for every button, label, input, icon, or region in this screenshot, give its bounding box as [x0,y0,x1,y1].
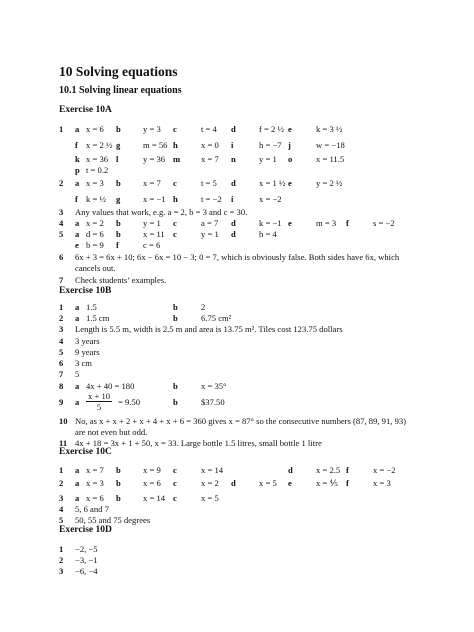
part-label: d [231,478,236,488]
part-label: f [346,218,349,228]
answer: m = 3 [316,218,337,228]
part-label: a [75,229,80,239]
question-number: 1 [59,544,64,554]
answer: x = 7 [143,178,161,188]
question-number: 6 [59,358,64,368]
part-label: f [346,478,349,488]
answer-text: 4x + 18 = 3x + 1 + 50, x = 33. Large bottle 1.5 litres, small bottle 1 litre [75,438,322,448]
answer: s = −2 [373,218,395,228]
answer-text: 3 years [75,336,100,346]
answer: k = −1 [259,218,282,228]
question-number: 7 [59,369,64,379]
part-label: d [231,124,236,134]
answer: x = −2 [373,465,396,475]
part-label: b [173,397,178,407]
answer: 1.5 [86,302,97,312]
part-label: d [231,178,236,188]
part-label: c [173,478,177,488]
question-number: 5 [59,515,64,525]
part-label: f [116,240,119,250]
question-number: 3 [59,207,64,217]
answer: x = 11 [143,229,165,239]
answer: a = 7 [201,218,219,228]
part-label: f [75,194,78,204]
question-number: 1 [59,124,64,134]
answer-text: 5 [75,369,80,379]
chapter-title: 10 Solving equations [59,64,178,79]
part-label: m [173,154,181,164]
part-label: b [116,218,121,228]
answer: x = 3 [86,478,104,488]
part-label: a [75,465,80,475]
part-label: i [231,194,234,204]
answer: w = −18 [316,140,345,150]
question-number: 2 [59,555,64,565]
question-number: 5 [59,347,64,357]
answer: x = 1 ½ [259,178,286,188]
question-number: 5 [59,229,64,239]
part-label: h [173,194,178,204]
answer: y = 1 [201,229,219,239]
answer: x = 11.5 [316,154,345,164]
part-label: g [116,194,121,204]
part-label: b [116,229,121,239]
answer-text: No, as x + x + 2 + x + 4 + x + 6 = 360 gives x = 87° so the consecutive numbers (87, 89, 91, 93) [75,416,407,426]
part-label: b [173,381,178,391]
part-label: b [173,313,178,323]
part-label: g [116,140,121,150]
answer: x = 2 ½ [86,140,113,150]
exercise-10d-heading: Exercise 10D [59,525,112,535]
question-number: 9 [59,397,64,407]
part-label: a [75,493,80,503]
part-label: o [288,154,293,164]
part-label: c [173,465,177,475]
answer: x = 7 [201,154,219,164]
answer: t = −2 [201,194,222,204]
answer: t = 5 [201,178,217,188]
question-number: 1 [59,302,64,312]
answer-text: −3, −1 [75,555,98,565]
answer: t = 0.2 [86,165,109,175]
question-number: 1 [59,465,64,475]
answer: m = 56 [143,140,168,150]
answer-text: Length is 5.5 m, width is 2.5 m and area is 13.75 m². Tiles cost 123.75 dollars [75,324,343,334]
fraction [86,391,112,412]
section-title: 10.1 Solving linear equations [59,85,182,96]
answer: h = 4 [259,229,277,239]
part-label: d [231,229,236,239]
part-label: f [75,140,78,150]
answer-text: 6x + 3 = 6x + 10; 6x − 6x = 10 − 3; 0 = 7, which is obviously false. Both sides have 6x, which [75,252,400,262]
part-label: n [231,154,236,164]
answer: x = 5 [201,493,219,503]
part-label: c [173,124,177,134]
part-label: j [288,140,291,150]
answer: 1.5 cm [86,313,110,323]
answer: x = −2 [259,194,282,204]
question-number: 3 [59,566,64,576]
question-number: 10 [59,416,68,426]
answer: x = 2 [201,478,219,488]
question-number: 7 [59,275,64,285]
answer: x = 6 [143,478,161,488]
part-label: a [75,313,80,323]
answer: x = 0 [201,140,219,150]
fraction-denominator: 5 [96,402,102,412]
answer: x = 2 [86,218,104,228]
answer: d = 6 [86,229,104,239]
part-label: b [116,493,121,503]
part-label: a [75,478,80,488]
question-number: 11 [59,438,68,448]
answer: x = −1 [143,194,166,204]
answer: = 9.50 [118,397,141,407]
answer: x = 9 [143,465,161,475]
part-label: c [173,218,177,228]
answer-text: −6, −4 [75,566,98,576]
answer: k = 3 ½ [316,124,343,134]
answer-text: −2, −5 [75,544,98,554]
answer-text: Check students’ examples. [75,275,167,285]
answer: x = 6 [86,124,104,134]
question-number: 2 [59,178,64,188]
part-label: d [288,465,293,475]
part-label: d [231,218,236,228]
part-label: a [75,302,80,312]
answer: y = 3 [143,124,161,134]
answer: x = 3 [373,478,391,488]
part-label: c [173,229,177,239]
answer: x = 7 [86,465,104,475]
part-label: e [288,178,292,188]
answer: k = ½ [86,194,106,204]
exercise-10a-heading: Exercise 10A [59,105,112,115]
answer-text-continued: cancels out. [75,263,116,273]
answer: y = 36 [143,154,166,164]
answer: x = 14 [201,465,224,475]
answer: 2 [201,302,206,312]
answer: b = 9 [86,240,104,250]
part-label: b [173,302,178,312]
answer-text: 3 cm [75,358,92,368]
question-number: 8 [59,381,64,391]
question-number: 4 [59,504,64,514]
part-label: c [173,178,177,188]
part-label: h [173,140,178,150]
part-label: b [116,465,121,475]
answer: x = 35° [201,381,227,391]
answer-text-continued: are not even but odd. [75,427,148,437]
answer: y = 1 [259,154,277,164]
answer-text: 9 years [75,347,100,357]
question-number: 2 [59,313,64,323]
part-label: a [75,218,80,228]
exercise-10c-heading: Exercise 10C [59,447,112,457]
answer: y = 1 [143,218,161,228]
part-label: e [288,478,292,488]
question-number: 4 [59,336,64,346]
part-label: a [75,397,80,407]
part-label: a [75,381,80,391]
part-label: e [288,124,292,134]
part-label: e [288,218,292,228]
answer-text: 5, 6 and 7 [75,504,109,514]
question-number: 2 [59,478,64,488]
part-label: f [346,465,349,475]
question-number: 4 [59,218,64,228]
exercise-10b-row-9 [0,391,474,413]
answer: x = 5 [259,478,277,488]
answer: x = 14 [143,493,166,503]
answer: x = 3 [86,178,104,188]
answer: 6.75 cm² [201,313,232,323]
answer: y = 2 ½ [316,178,343,188]
part-label: a [75,124,80,134]
answer-text: Any values that work, e.g. a = 2, b = 3 and c = 30. [75,207,248,217]
part-label: k [75,154,80,164]
answer-text: 50, 55 and 75 degrees [75,515,151,525]
answer: h = −7 [259,140,282,150]
answer: c = 6 [143,240,161,250]
part-label: b [116,124,121,134]
part-label: e [75,240,79,250]
question-number: 3 [59,324,64,334]
part-label: c [173,493,177,503]
part-label: i [231,140,234,150]
part-label: b [116,178,121,188]
answer: f = 2 ½ [259,124,284,134]
answer: x = 2.5 [316,465,341,475]
answer: x = 36 [86,154,109,164]
part-label: l [116,154,119,164]
part-label: b [116,478,121,488]
answer: x = ⅘ [316,478,338,488]
answer: t = 4 [201,124,217,134]
answer: x = 6 [86,493,104,503]
answer: $37.50 [201,397,225,407]
part-label: a [75,178,80,188]
exercise-10b-heading: Exercise 10B [59,286,112,296]
fraction-numerator: x + 10 [88,391,111,401]
part-label: p [75,165,80,175]
question-number: 6 [59,252,64,262]
answer: 4x + 40 = 180 [86,381,135,391]
question-number: 3 [59,493,64,503]
